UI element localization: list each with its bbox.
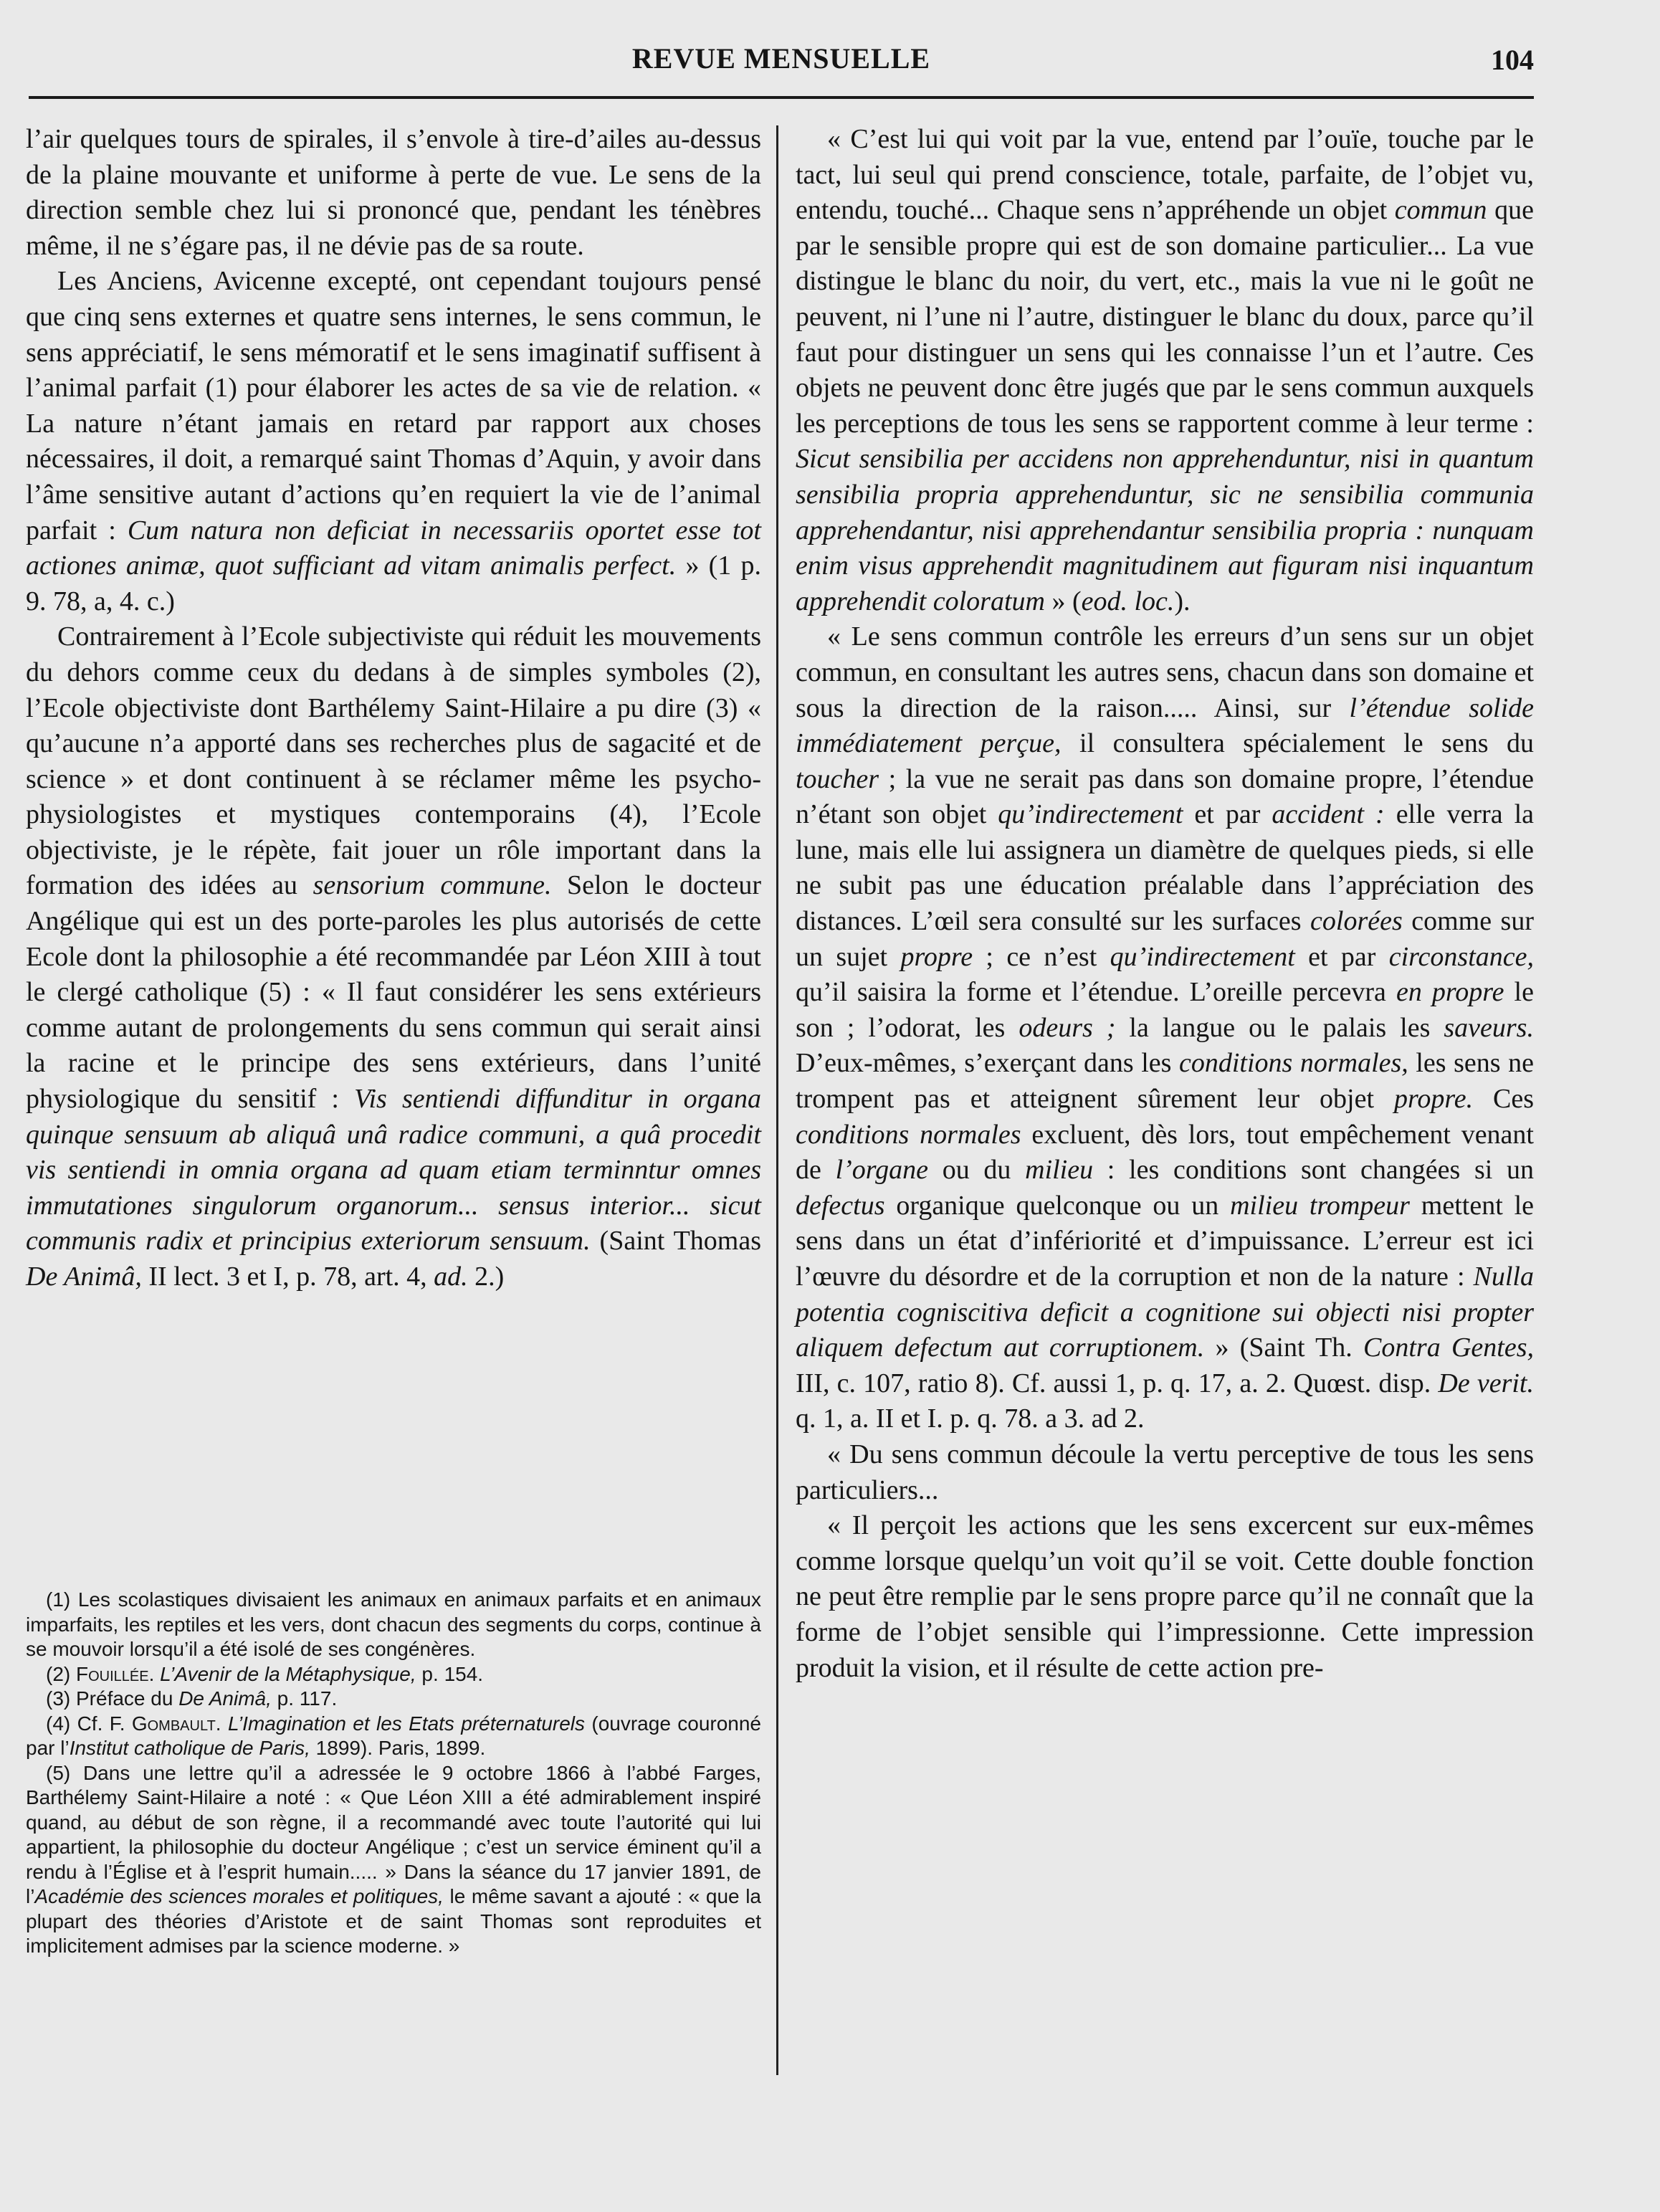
text-span: « Le sens commun contrôle les erreurs d’un sens sur un objet commun, en consultant les autres sens, chacun dans son domaine et sous la direction de la raison..... Ainsi, sur — [796, 621, 1534, 723]
italic-term: circonstance, — [1388, 941, 1534, 972]
italic-title: Institut catholique de Paris, — [69, 1737, 310, 1759]
right-paragraph-1 — [796, 122, 1534, 619]
italic-term: en propre — [1396, 977, 1504, 1008]
left-paragraph-1: l’air quelques tours de spirales, il s’envole à tire-d’ailes au-dessus de la plaine mouvante et uniforme à perte de vue. Le sens de la direction semble chez lui si prononcé que, pendant les ténèbres même, il ne s’égare pas, il ne dévie pas de sa route. — [26, 124, 761, 261]
text-span: la langue ou le palais les — [1115, 1012, 1444, 1043]
latin-quote: Sicut sensibilia per accidens non apprehenduntur, nisi in quantum sensibilia propria apprehenduntur, sic ne sensibilia communia apprehendantur, nisi apprehendantur sensibilia propria : nunquam enim visus apprehendit magnitudinem aut figuram nisi inquantum apprehendit coloratum — [796, 444, 1534, 616]
italic-term: milieu trompeur — [1230, 1190, 1410, 1221]
latin-quote: Vis sentiendi diffunditur in organa quinque sensuum ab aliquâ unâ radice communi, a quâ procedit vis sentiendi in omnia organa ad quam etiam terminntur omnes immutationes singulorum organorum... sensus interior... sicut communis radix et principius exteriorum sensuum. — [26, 1084, 761, 1257]
text-span: Contrairement à l’Ecole subjectiviste qui réduit les mouvements du dehors comme ceux du dedans à de simples symboles (2), l’Ecole objectiviste dont Barthélemy Saint-Hilaire a pu dire (3) « qu’aucune n’a apporté dans ses recherches plus de sagacité et de science » et dont continuent à se réclamer même les psycho-physiologistes et mystiques contemporains (4), l’Ecole objectiviste, je le répète, fait jouer un rôle important dans la formation des idées au — [26, 621, 761, 901]
italic-term: colorées — [1310, 906, 1403, 937]
text-span: (3) Préface du — [46, 1687, 179, 1710]
text-span: organique quelconque ou un — [884, 1190, 1231, 1221]
italic-term: commun — [1394, 195, 1487, 226]
text-span: et par — [1294, 941, 1389, 972]
italic-title: L’Avenir de la Métaphysique, — [154, 1662, 416, 1685]
italic-term: sensorium commune. — [313, 870, 552, 901]
text-span: ; ce n’est — [973, 941, 1110, 972]
text-span: « C’est lui qui voit par la vue, entend par l’ouïe, touche par le tact, lui seul qui prend conscience, totale, parfaite, de l’objet vu, entendu, touché... Chaque sens n’appréhende un objet — [796, 124, 1534, 226]
column-divider — [776, 125, 778, 2075]
text-span: (Saint Thomas — [590, 1226, 761, 1257]
text-span: Ces — [1473, 1084, 1535, 1115]
italic-title: De verit. — [1438, 1368, 1534, 1398]
italic-term: propre — [900, 941, 973, 972]
left-column — [26, 122, 761, 1295]
latin-quote: Cum natura non deficiat in necessariis oportet esse tot actiones animæ, quot sufficiant ad vitam animalis perfect. — [26, 515, 761, 581]
text-span: (ouvrage couronné par l’ — [26, 1712, 762, 1759]
footnote-3 — [26, 1687, 761, 1712]
left-paragraph-3 — [26, 619, 761, 1295]
text-span: III, c. 107, ratio 8). Cf. aussi 1, p. q. 17, a. 2. Quœst. disp. — [796, 1368, 1439, 1398]
left-paragraph-2 — [26, 264, 761, 619]
italic-term: qu’indirectement — [998, 799, 1183, 830]
italic-term: propre. — [1393, 1084, 1474, 1115]
text-span: 2.) — [467, 1262, 505, 1292]
author-name: Gombault. — [131, 1712, 221, 1735]
footnotes — [26, 1588, 761, 1959]
text-span: que par le sensible propre qui est de son domaine particulier... La vue distingue le blanc du noir, du vert, etc., mais la vue ni le goût ne peuvent, ni l’une ni l’autre, distinguer le blanc du doux, parce qu’il faut pour distinguer un sens qui les connaisse l’un et l’autre. Ces objets ne peuvent donc être jugés que par le sens commun auxquels les perceptions de tous les sens se rapportent comme à leur terme : — [796, 195, 1534, 439]
italic-term: toucher — [796, 763, 879, 794]
text-span: qu’il saisira la forme et l’étendue. L’oreille percevra — [796, 977, 1396, 1008]
italic-title: De Animâ, — [178, 1687, 272, 1710]
page-header — [29, 42, 1534, 96]
italic-title: Académie des sciences morales et politiques, — [34, 1885, 444, 1907]
text-span: comme sur un sujet — [796, 906, 1534, 972]
text-span: p. 154. — [416, 1662, 484, 1685]
footnote-2 — [26, 1662, 761, 1687]
text-span: Selon le docteur Angélique qui est un des porte-paroles les plus autorisés de cette Ecole dont la philosophie a été recommandée par Léon XIII à tout le clergé catholique (5) : « Il faut considérer les sens extérieurs comme autant de prolongements du sens commun qui serait ainsi la racine et le principe des sens extérieurs, dans l’unité physiologique du sensitif : — [26, 870, 761, 1115]
running-title: REVUE MENSUELLE — [631, 42, 931, 75]
italic-term: defectus — [796, 1190, 885, 1221]
right-paragraph-2 — [796, 619, 1534, 1437]
italic-term: l’étendue solide immédiatement perçue, — [796, 692, 1534, 759]
italic-term: accident : — [1272, 799, 1385, 830]
text-span: ). — [1174, 586, 1191, 616]
text-span: et par — [1183, 799, 1272, 830]
text-span: II lect. 3 et I, p. 78, art. 4, — [141, 1262, 434, 1292]
footnote-4 — [26, 1712, 761, 1761]
right-paragraph-3: « Du sens commun découle la vertu perceptive de tous les sens particuliers... — [796, 1439, 1534, 1505]
text-span: il consultera spécialement le sens du — [1061, 728, 1534, 759]
text-span: ou du — [928, 1155, 1026, 1186]
footnote-1: (1) Les scolastiques divisaient les animaux en animaux parfaits et en animaux imparfaits, les reptiles et les vers, dont chacun des segments du corps, continue à se mouvoir lorsqu’il a été isolé de ses congénères. — [26, 1588, 761, 1660]
text-span: ; la vue ne serait pas dans son domaine propre, l’étendue n’étant son objet — [796, 763, 1534, 830]
text-span: » ( — [1044, 586, 1082, 616]
text-span: 1899). Paris, 1899. — [310, 1737, 486, 1759]
italic-term: saveurs. — [1444, 1012, 1534, 1043]
text-span: excluent, dès lors, tout empêchement venant de — [796, 1119, 1534, 1186]
citation: » (1 p. 9. 78, a, 4. c.) — [26, 550, 761, 616]
right-paragraph-4: « Il perçoit les actions que les sens excercent sur eux-mêmes comme lorsque quelqu’un voit qu’il se voit. Cette double fonction ne peut être remplie par le sens propre parce qu’il ne connaît que la forme de l’objet sensible qui l’impressionne. Cette impression produit la vision, et il résulte de cette action pre- — [796, 1510, 1534, 1683]
header-rule — [29, 96, 1534, 99]
text-span: le son ; l’odorat, les — [796, 977, 1534, 1043]
right-column — [796, 122, 1534, 1686]
text-span: p. 117. — [271, 1687, 338, 1710]
text-span: le même savant a ajouté : « que la plupart des théories d’Aristote et de saint Thomas sont reproduites et implicitement admises par la science moderne. » — [26, 1885, 761, 1957]
text-span: les sens ne trompent pas et atteignent sûrement leur objet — [796, 1048, 1534, 1115]
italic-term: conditions normales, — [1178, 1048, 1408, 1079]
italic-term: milieu — [1025, 1155, 1094, 1186]
text-span: q. 1, a. II et I. p. q. 78. a 3. ad 2. — [796, 1403, 1145, 1434]
footnote-5 — [26, 1761, 761, 1959]
text-span: » (Saint Th. — [1204, 1333, 1364, 1363]
text-span: elle verra la lune, mais elle lui assignera un diamètre de quelques pieds, si elle ne subit pas une éducation préalable dans l’appréciation des distances. L’œil sera consulté sur les surfaces — [796, 799, 1534, 937]
text-span: (4) Cf. F. — [46, 1712, 132, 1735]
text-span: Les Anciens, Avicenne excepté, ont cependant toujours pensé que cinq sens externes et quatre sens internes, le sens commun, le sens appréciatif, le sens mémoratif et le sens imaginatif suffisent à l’animal parfait (1) pour élaborer les actes de sa vie de relation. « La nature n’étant jamais en retard par rapport aux choses nécessaires, il doit, a remarqué saint Thomas d’Aquin, y avoir dans l’âme sensitive autant d’actions qu’en requiert la vie de l’animal parfait : — [26, 266, 761, 545]
text-span: (5) Dans une lettre qu’il a adressée le 9 octobre 1866 à l’abbé Farges, Barthélemy Saint-Hilaire a noté : « Que Léon XIII a été admirablement inspiré quand, au début de son règne, il a recommandé avec toute l’autorité qui lui appartient, la philosophie du docteur Angélique ; c’est un service éminent qu’il a rendu à l’Église et à l’esprit humain..... » Dans la séance du 17 janvier 1891, de l’ — [26, 1761, 761, 1907]
text-span: D’eux-mêmes, s’exerçant dans les — [796, 1048, 1179, 1079]
italic-term: conditions normales — [796, 1119, 1021, 1150]
italic-term: eod. loc. — [1081, 586, 1175, 616]
italic-term: ad. — [434, 1262, 468, 1292]
italic-term: qu’indirectement — [1110, 941, 1295, 972]
italic-title: De Animâ, — [26, 1262, 142, 1292]
text-span: : les conditions sont changées si un — [1093, 1155, 1535, 1186]
italic-title: L’Imagination et les Etats préternaturels — [221, 1712, 586, 1735]
page-number: 104 — [1491, 44, 1534, 76]
latin-quote: Nulla potentia cogniscitiva deficit a cognitione sui objecti nisi propter aliquem defectum aut corruptionem. — [796, 1262, 1534, 1363]
italic-title: Contra Gentes, — [1363, 1333, 1534, 1363]
text-span: mettent le sens dans un état d’infériorité et d’impuissance. L’erreur est ici l’œuvre du désordre et de la corruption et non de la nature : — [796, 1190, 1535, 1292]
text-span: (2) — [46, 1662, 76, 1685]
italic-term: l’organe — [835, 1155, 929, 1186]
author-name: Fouillée. — [76, 1662, 155, 1685]
italic-term: odeurs ; — [1019, 1012, 1116, 1043]
